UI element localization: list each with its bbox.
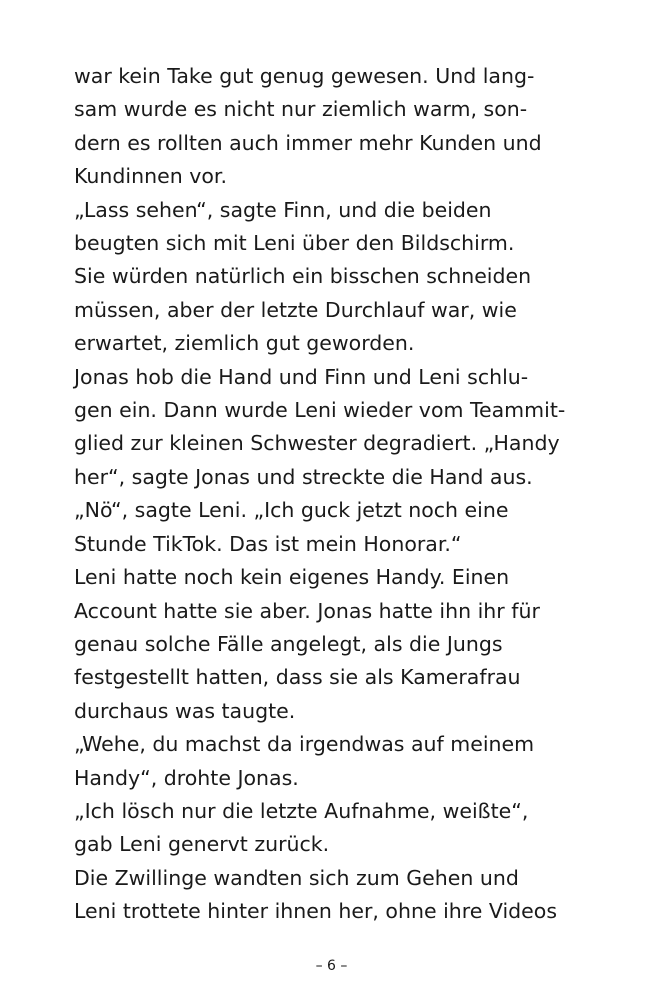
text-line: sam wurde es nicht nur ziemlich warm, son- xyxy=(74,97,528,122)
text-line: Kundinnen vor. xyxy=(74,164,227,189)
text-line: Leni trottete hinter ihnen her, ohne ihre Videos xyxy=(74,899,558,924)
text-line: Handy“, drohte Jonas. xyxy=(74,765,299,790)
text-line: Die Zwillinge wandten sich zum Gehen und xyxy=(74,865,519,890)
text-line: erwartet, ziemlich gut geworden. xyxy=(74,331,415,356)
text-line: „Lass sehen“, sagte Finn, und die beiden xyxy=(74,197,492,222)
text-line: Jonas hob die Hand und Finn und Leni schlu- xyxy=(74,364,529,389)
text-line: Stunde TikTok. Das ist mein Honorar.“ xyxy=(74,531,462,556)
text-line: festgestellt hatten, dass sie als Kamerafrau xyxy=(74,665,521,690)
text-line: beugten sich mit Leni über den Bildschirm. xyxy=(74,231,515,256)
text-line: Account hatte sie aber. Jonas hatte ihn ihr für xyxy=(74,598,540,623)
text-line: dern es rollten auch immer mehr Kunden und xyxy=(74,130,542,155)
text-line: „Wehe, du machst da irgendwas auf meinem xyxy=(74,732,535,757)
text-line: gab Leni genervt zurück. xyxy=(74,832,330,857)
page-number: – 6 – xyxy=(315,958,348,974)
text-line: „Nö“, sagte Leni. „Ich guck jetzt noch eine xyxy=(74,498,509,523)
text-line: durchaus was taugte. xyxy=(74,698,296,723)
text-line: gen ein. Dann wurde Leni wieder vom Teammit- xyxy=(74,398,566,423)
text-line: „Ich lösch nur die letzte Aufnahme, weißte“, xyxy=(74,798,529,823)
text-line: Sie würden natürlich ein bisschen schneiden xyxy=(74,264,532,289)
text-line: müssen, aber der letzte Durchlauf war, wie xyxy=(74,297,517,322)
text-line: glied zur kleinen Schwester degradiert. „Handy xyxy=(74,431,560,456)
text-line: genau solche Fälle angelegt, als die Jungs xyxy=(74,631,503,656)
body-text xyxy=(74,60,634,929)
text-line: her“, sagte Jonas und streckte die Hand aus. xyxy=(74,464,533,489)
text-line: war kein Take gut genug gewesen. Und lang- xyxy=(74,64,535,88)
text-line: Leni hatte noch kein eigenes Handy. Einen xyxy=(74,565,510,590)
